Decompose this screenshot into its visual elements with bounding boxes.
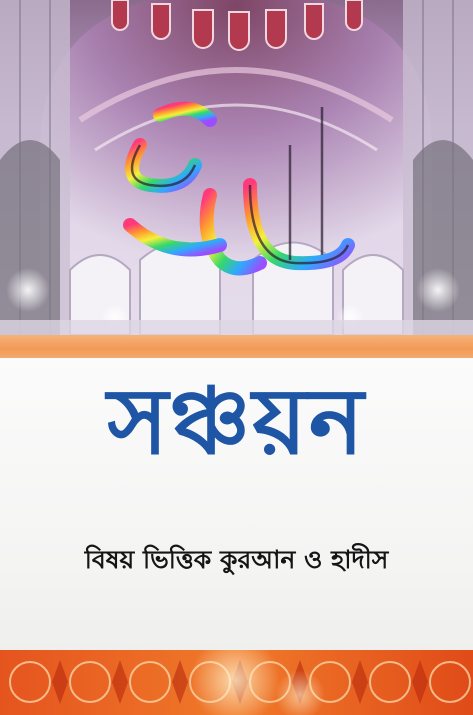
book-title: সঞ্চয়ন <box>107 368 366 475</box>
decorative-ornament-band <box>0 650 473 715</box>
book-subtitle: বিষয় ভিত্তিক কুরআন ও হাদীস <box>84 545 389 574</box>
orange-divider-band <box>0 335 473 358</box>
allahu-akbar-calligraphy <box>100 85 370 300</box>
